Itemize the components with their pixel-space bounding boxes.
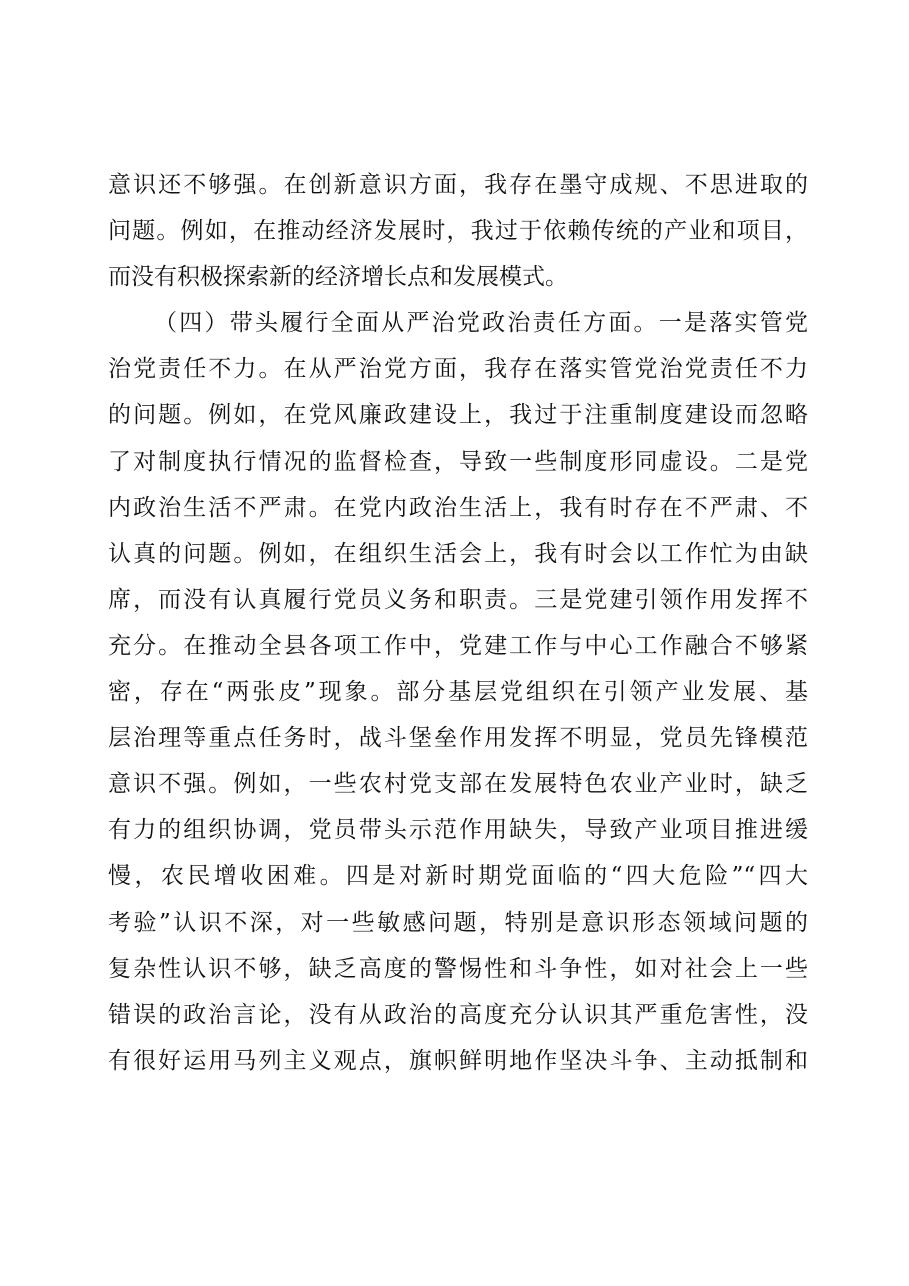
text-line: 复杂性认识不够，缺乏高度的警惕性和斗争性，如对社会上一些 [108, 955, 808, 982]
text-line: 治党责任不力。在从严治党方面，我存在落实管党治党责任不力 [108, 356, 808, 383]
text-line: 问题。例如，在推动经济发展时，我过于依赖传统的产业和项目， [108, 218, 808, 245]
text-line: 慢，农民增收困难。四是对新时期党面临的“四大危险”“四大 [108, 863, 808, 890]
text-line: 内政治生活不严肃。在党内政治生活上，我有时存在不严肃、不 [108, 494, 808, 521]
text-line: 充分。在推动全县各项工作中，党建工作与中心工作融合不够紧 [108, 632, 808, 659]
text-line: 考验”认识不深，对一些敏感问题，特别是意识形态领域问题的 [108, 909, 808, 936]
section-heading-line: （四）带头履行全面从严治党政治责任方面。一是落实管党 [154, 310, 808, 337]
text-line: 错误的政治言论，没有从政治的高度充分认识其严重危害性，没 [108, 1001, 808, 1028]
text-line: 而没有积极探索新的经济增长点和发展模式。 [108, 264, 568, 291]
text-line: 了对制度执行情况的监督检查，导致一些制度形同虚设。二是党 [108, 448, 808, 475]
text-line: 层治理等重点任务时，战斗堡垒作用发挥不明显，党员先锋模范 [108, 725, 808, 752]
text-line: 意识不强。例如，一些农村党支部在发展特色农业产业时，缺乏 [108, 771, 808, 798]
text-line: 有很好运用马列主义观点，旗帜鲜明地作坚决斗争、主动抵制和 [108, 1047, 808, 1074]
body-text [108, 167, 808, 1089]
text-line: 的问题。例如，在党风廉政建设上，我过于注重制度建设而忽略 [108, 402, 808, 429]
text-line: 意识还不够强。在创新意识方面，我存在墨守成规、不思进取的 [108, 172, 808, 198]
text-line: 有力的组织协调，党员带头示范作用缺失，导致产业项目推进缓 [108, 817, 808, 844]
text-line: 密，存在“两张皮”现象。部分基层党组织在引领产业发展、基 [108, 679, 808, 706]
text-line: 认真的问题。例如，在组织生活会上，我有时会以工作忙为由缺 [108, 540, 808, 567]
text-line: 席，而没有认真履行党员义务和职责。三是党建引领作用发挥不 [108, 586, 808, 613]
